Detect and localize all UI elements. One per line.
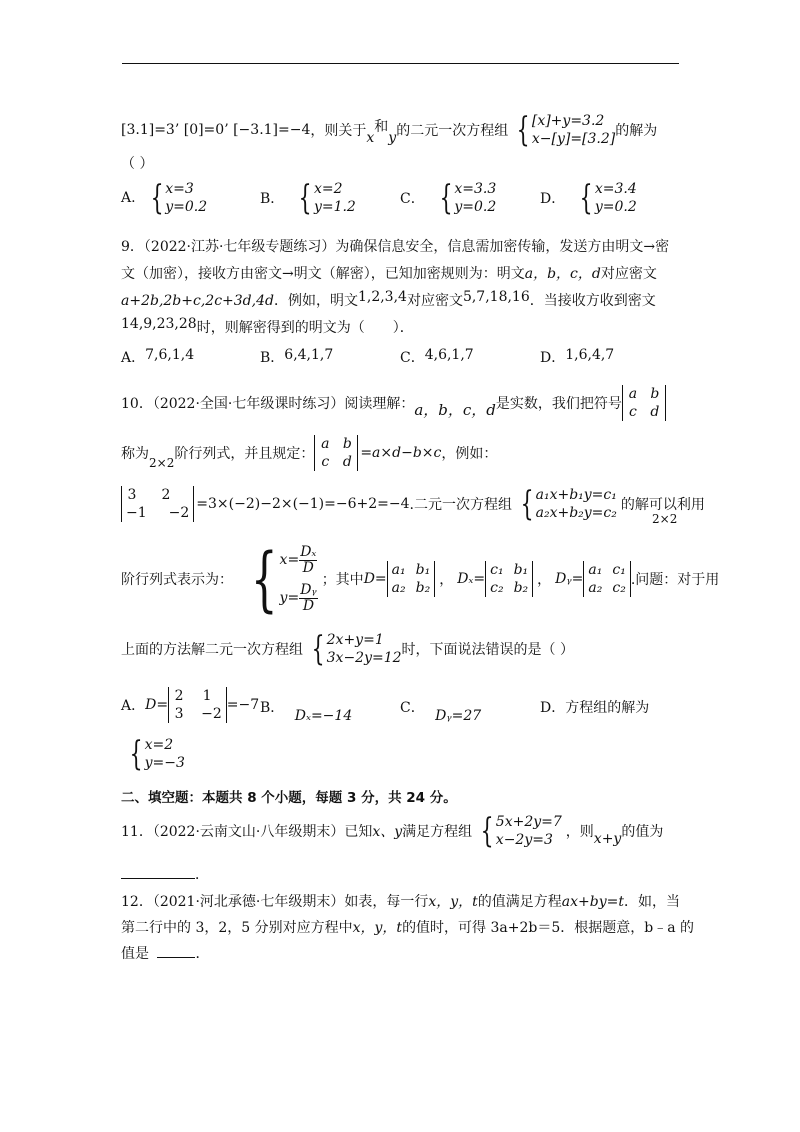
q9-option-value: 6,4,1,7: [284, 347, 334, 363]
q10-question-system: { 2x+y=1 3x−2y=12: [311, 629, 402, 669]
det-cell: 2: [161, 487, 171, 503]
det-cell: c₂: [612, 580, 626, 596]
q10-Dx-det: [485, 561, 533, 597]
q8-option-c-x: x=3.3: [454, 181, 497, 197]
q10-option-label: C．: [400, 700, 425, 716]
q9-option-label: D．: [540, 350, 566, 366]
det-cell: b: [342, 436, 352, 452]
q9-option-b: [260, 347, 333, 367]
q11-vars: x、y: [372, 824, 403, 840]
q9-option-a: [121, 347, 194, 367]
q10-x-lhs: x=: [279, 552, 300, 568]
q8-option-a-y: y=0.2: [165, 199, 208, 215]
q12-vars: x，y，t: [352, 920, 403, 936]
q10-vars: a，b，c，d: [414, 400, 496, 419]
det-cell: −2: [168, 505, 190, 521]
q9-option-d: [540, 347, 614, 367]
q10-option-b: [260, 697, 353, 724]
det-cell: b₂: [513, 580, 529, 596]
det-cell: d: [342, 454, 352, 470]
q9-text: ．当接收方收到密文: [529, 293, 656, 309]
det-cell: b₁: [415, 562, 431, 578]
q12-line3: [121, 943, 209, 963]
q12-equation: ax+by=t: [561, 894, 624, 910]
q10-text: ，例如：: [441, 446, 498, 462]
q10-option-d: [540, 697, 649, 717]
q8-option-b: B． { x=2 y=1.2: [260, 178, 356, 218]
q10-cramer-system: { x= $\frac{\text{Dₓ}}{D}$ y= $\frac{\text{Dᵧ}}{D}$: [250, 538, 317, 620]
q10-optB-value: Dₓ=−14: [294, 708, 353, 724]
q11-line1-eq: 5x+2y=7: [495, 814, 562, 830]
q8-option-d: D． { x=3.4 y=0.2: [540, 178, 637, 218]
q10-Dy-label: Dᵧ=: [555, 571, 584, 587]
q10-text: 是实数，我们把符号: [495, 396, 622, 412]
q11-text: 11．（2022·云南文山·八年级期末）已知: [121, 824, 373, 840]
q8-sys-line2: x−[y]=[3.2]: [531, 131, 616, 147]
q10-size: 2×2: [149, 456, 175, 470]
q12-vars: x，y，t: [428, 894, 478, 910]
q10-example-calc: =3×(−2)−2×(−1)=−6+2=−4: [196, 496, 410, 512]
det-cell: a: [628, 386, 638, 402]
q9-option-value: 4,6,1,7: [424, 347, 474, 363]
det-cell: a₂: [588, 580, 603, 596]
q10-optA-det: [168, 687, 227, 723]
q8-option-d-y: y=0.2: [594, 199, 637, 215]
q10-option-c: [400, 697, 482, 724]
q10-text: ；其中: [321, 572, 364, 588]
q10-optD-system: { x=2 y=−3: [129, 734, 185, 774]
q12-text: 的值时，可得 3a+2b＝5．根据题意，b﹣a 的: [402, 920, 695, 936]
q11-system: { 5x+2y=7 x−2y=3: [480, 811, 562, 851]
q8-var-x: x: [366, 130, 375, 146]
det-cell: b₂: [415, 580, 431, 596]
q10-x-formula: [280, 541, 318, 579]
det-cell: −2: [201, 706, 222, 722]
det-cell: d: [650, 404, 660, 420]
q9-plain-example: 1,2,3,4: [357, 289, 407, 305]
q10-D-label: D=: [363, 571, 387, 587]
det-cell: a₁: [588, 562, 603, 578]
q9-line3: [121, 290, 656, 310]
q10-y-lhs: y=: [279, 590, 300, 606]
q9-text: 对应密文: [600, 266, 657, 282]
q9-line1: 9．（2022·江苏·七年级专题练习）为确保信息安全，信息需加密传输，发送方由明文→密: [121, 239, 670, 255]
q9-option-label: B．: [260, 350, 285, 366]
det-cell: a₁: [391, 562, 406, 578]
q10-q-line2: 3x−2y=12: [326, 650, 402, 666]
q11-expr: x+y: [593, 831, 622, 847]
q11-answer-line: [121, 862, 209, 884]
q10-line5: [121, 628, 574, 670]
q11-text: 的值为: [621, 824, 664, 840]
q9-text: 对应密文: [406, 293, 463, 309]
q12-line2: [121, 917, 694, 937]
q10-y-num: Dᵧ: [300, 581, 317, 598]
q8-option-a-x: x=3: [165, 181, 194, 197]
det-cell: 1: [202, 688, 212, 704]
q10-Dx-label: Dₓ=: [457, 571, 486, 587]
det-cell: a: [321, 436, 330, 452]
q11-text: 满足方程组: [402, 824, 473, 840]
q10-symbol-det: [622, 385, 666, 421]
q8-option-label: C．: [400, 191, 425, 207]
q8-sys-line1: [x]+y=3.2: [531, 113, 605, 129]
q12-text: 值是: [121, 946, 149, 962]
q12-answer-blank[interactable]: [157, 943, 195, 958]
q9-option-label: C．: [400, 350, 425, 366]
q8-option-b-y: y=1.2: [313, 199, 356, 215]
q11-line2-eq: x−2y=3: [495, 832, 553, 848]
q10-line2: [121, 432, 497, 474]
q8-option-label: D．: [540, 191, 566, 207]
q10-optD-text: 方程组的解为: [565, 700, 650, 716]
q11-line1: [121, 810, 663, 852]
q8-text-b: 的二元一次方程组: [396, 123, 509, 139]
q10-line1: [121, 383, 666, 423]
q10-rule-det: [314, 435, 358, 471]
q9-text: 文（加密），接收方由密文→明文（解密），已知加密规则为：明文: [121, 266, 525, 282]
q8-option-c-y: y=0.2: [454, 199, 497, 215]
q8-option-label: B．: [260, 191, 285, 207]
q10-q-line1: 2x+y=1: [326, 632, 384, 648]
q9-text: 时，则解密得到的明文为（ ）．: [196, 320, 414, 336]
q9-text: ．例如，明文: [273, 293, 358, 309]
q10-x-den: D: [302, 559, 314, 576]
section-2-title: 二、填空题：本题共 8 个小题，每题 3 分，共 24 分。: [121, 790, 457, 806]
det-cell: b: [650, 386, 660, 402]
q10-option-a: [121, 683, 259, 727]
header-rule: [122, 63, 679, 64]
q12-text: 12．（2021·河北承德·七年级期末）如表，每一行: [121, 894, 429, 910]
det-cell: b₁: [513, 562, 529, 578]
q12-line1: [121, 891, 680, 911]
det-cell: c: [321, 454, 330, 470]
q9-cipher-rule: a+2b,2b+c,2c+3d,4d: [121, 293, 274, 309]
q10-y-formula: [280, 579, 318, 617]
q10-Dy-det: [583, 561, 630, 597]
q10-text: .二元一次方程组: [409, 497, 512, 513]
q10-text: 阶行列式表示为：: [121, 572, 233, 588]
q11-answer-blank[interactable]: [121, 862, 195, 879]
det-cell: 3: [127, 487, 137, 503]
q8-paren: （ ）: [121, 156, 154, 172]
q9-cipher-example: 5,7,18,16: [462, 289, 530, 305]
q12-text: ．: [195, 946, 210, 962]
q8-option-a: A. { x=3 y=0.2: [121, 178, 208, 218]
q10-text: 称为: [121, 446, 149, 462]
q10-text: 时，下面说法错误的是（ ）: [401, 642, 574, 658]
q12-text: ．如，当: [623, 894, 680, 910]
q11-text: ．: [195, 867, 209, 883]
det-cell: c₁: [612, 562, 626, 578]
q10-optA-lhs: D=: [145, 697, 169, 713]
q10-optA-rhs: =−7: [226, 697, 260, 713]
q10-text: 上面的方法解二元一次方程组: [121, 642, 303, 658]
q9-option-value: 1,6,4,7: [565, 347, 615, 363]
det-cell: 3: [174, 706, 184, 722]
q8-stem: [121, 110, 657, 150]
q10-text: 10．（2022·全国·七年级课时练习）阅读理解：: [121, 396, 415, 412]
det-cell: −1: [126, 505, 147, 521]
q10-optC-value: Dᵧ=27: [435, 708, 482, 724]
q9-vars: a，b，c，d: [524, 266, 601, 282]
q12-text: 第二行中的 3，2，5 分别对应方程中: [121, 920, 353, 936]
q9-line2: [121, 263, 657, 283]
q8-option-c: C． { x=3.3 y=0.2: [400, 178, 497, 218]
q10-option-label: B．: [260, 700, 285, 716]
q8-text-c: 的解为: [615, 123, 658, 139]
q10-gen-line2: a₂x+b₂y=c₂: [535, 505, 617, 521]
det-cell: c: [628, 404, 637, 420]
q10-option-label: D．: [540, 700, 566, 716]
det-cell: a₂: [391, 580, 406, 596]
q9-option-value: 7,6,1,4: [145, 347, 195, 363]
det-cell: c₁: [490, 562, 504, 578]
q9-received-cipher: 14,9,23,28: [121, 316, 197, 332]
q8-text: ，则关于: [310, 123, 367, 139]
q10-line4: 阶行列式表示为： { x= $\frac{\text{Dₓ}}{D}$ y= $\frac{\text{Dᵧ}}{D}$ ；其中 D= a₁ b₁ a₂ b₂ ， Dₓ= c₁ b₁ c₂ b₂ ， Dᵧ= a₁ c₁ a₂ c₂ .问题：对于用: [121, 538, 720, 620]
q10-line3: [121, 482, 705, 526]
q8-option-b-x: x=2: [313, 181, 343, 197]
q10-gen-line1: a₁x+b₁y=c₁: [535, 487, 617, 503]
q8-system: { [x]+y=3.2 x−[y]=[3.2]: [516, 110, 616, 150]
det-cell: c₂: [490, 580, 504, 596]
q10-example-det: [121, 486, 194, 522]
q8-var-y: y: [388, 130, 397, 146]
q9-line4: [121, 317, 414, 337]
q10-optD-x: x=2: [144, 737, 174, 753]
q8-text-and: 和: [374, 119, 389, 135]
q10-rule-rhs: =a×d−b×c: [360, 445, 442, 461]
q9-option-c: [400, 347, 474, 367]
q10-optD-y: y=−3: [144, 755, 185, 771]
q10-text: .问题：对于用: [630, 572, 720, 588]
q10-size-2: 2×2: [652, 512, 678, 526]
q8-option-label: A.: [121, 190, 136, 206]
q8-option-d-x: x=3.4: [594, 181, 637, 197]
q10-D-det: [387, 561, 436, 597]
q11-text: ，则: [565, 824, 594, 840]
q12-text: 的值满足方程: [477, 894, 562, 910]
q8-floor-examples: [3.1]=3’ [0]=0’ [−3.1]=−4: [121, 122, 311, 138]
q10-y-den: D: [302, 597, 315, 614]
q10-text: 的解可以利用: [620, 497, 705, 513]
q10-option-label: A．: [121, 698, 146, 714]
q9-option-label: A．: [121, 350, 146, 366]
det-cell: 2: [174, 688, 184, 704]
q10-x-num: Dₓ: [300, 543, 317, 560]
q10-general-system: { a₁x+b₁y=c₁ a₂x+b₂y=c₂: [520, 484, 617, 524]
q10-text: 阶行列式，并且规定：: [174, 446, 315, 462]
